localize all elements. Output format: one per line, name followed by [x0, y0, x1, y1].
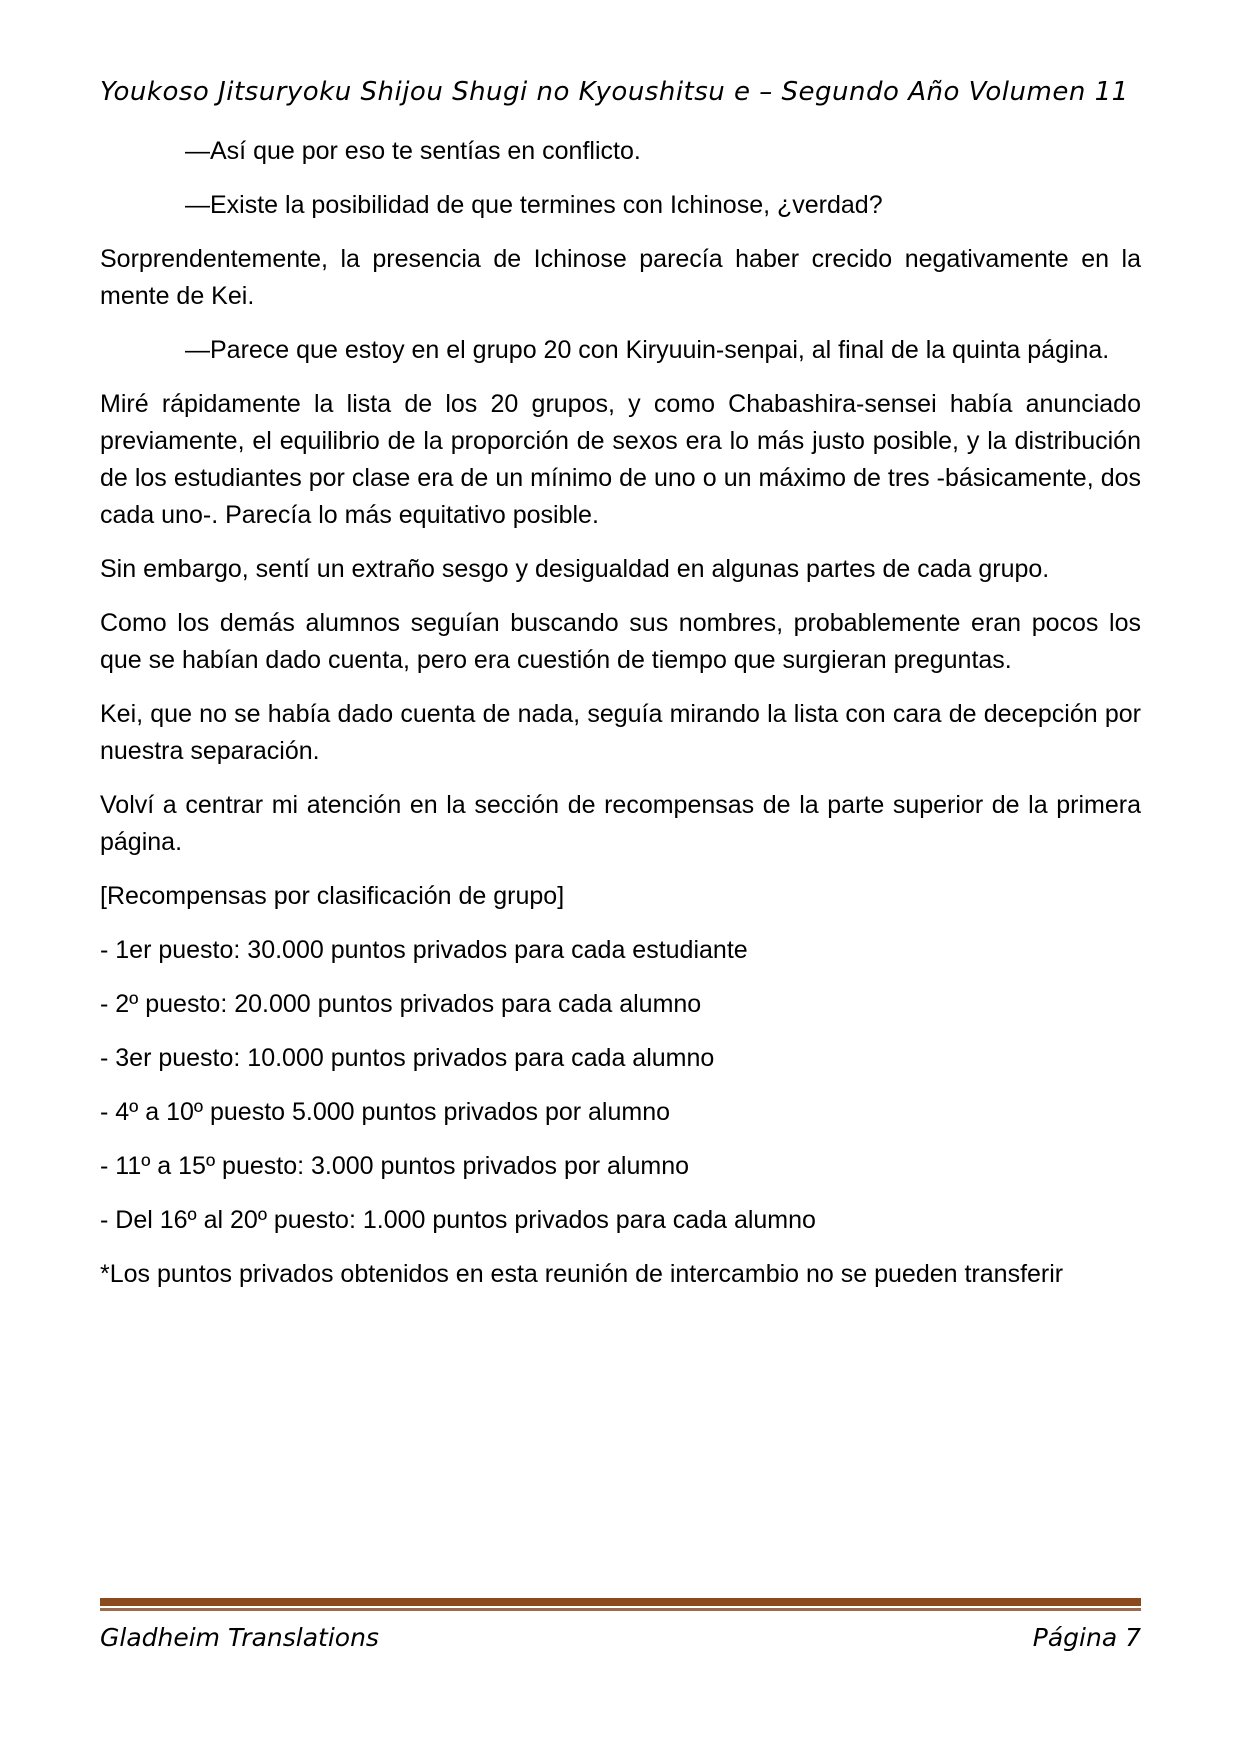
dialogue-line: —Parece que estoy en el grupo 20 con Kiryuuin-senpai, al final de la quinta página.: [185, 336, 1110, 364]
narration-paragraph: Volví a centrar mi atención en la sección de recompensas de la parte superior de la primera página.: [100, 791, 1141, 856]
reward-list-item: - 1er puesto: 30.000 puntos privados para cada estudiante: [100, 936, 748, 964]
dialogue-line: —Así que por eso te sentías en conflicto.: [185, 137, 641, 165]
rewards-heading: [Recompensas por clasificación de grupo]: [100, 882, 565, 910]
reward-list-item: - 11º a 15º puesto: 3.000 puntos privados por alumno: [100, 1152, 690, 1180]
page-body: [100, 133, 1141, 1293]
narration-paragraph: Sorprendentemente, la presencia de Ichinose parecía haber crecido negativamente en la mente de Kei.: [100, 245, 1141, 310]
dialogue-line: —Existe la posibilidad de que termines con Ichinose, ¿verdad?: [185, 191, 883, 219]
narration-paragraph: Kei, que no se había dado cuenta de nada, seguía mirando la lista con cara de decepción por nuestra separación.: [100, 700, 1141, 765]
footer-text-row: [100, 1623, 1141, 1652]
reward-list-item: - 2º puesto: 20.000 puntos privados para cada alumno: [100, 990, 702, 1018]
page-header: [100, 75, 1141, 109]
reward-list-item: - 3er puesto: 10.000 puntos privados para cada alumno: [100, 1044, 715, 1072]
narration-paragraph: Como los demás alumnos seguían buscando sus nombres, probablemente eran pocos los que se habían dado cuenta, pero era cuestión de tiempo que surgieran preguntas.: [100, 609, 1141, 674]
reward-list-item: - Del 16º al 20º puesto: 1.000 puntos privados para cada alumno: [100, 1206, 816, 1234]
narration-paragraph: Sin embargo, sentí un extraño sesgo y desigualdad en algunas partes de cada grupo.: [100, 555, 1050, 583]
footnote: *Los puntos privados obtenidos en esta reunión de intercambio no se pueden transferir: [100, 1260, 1064, 1288]
reward-list-item: - 4º a 10º puesto 5.000 puntos privados por alumno: [100, 1098, 671, 1126]
narration-paragraph: Miré rápidamente la lista de los 20 grupos, y como Chabashira-sensei había anunciado previamente, el equilibrio de la proporción de sexos era lo más justo posible, y la distribución de los estudiantes por clase era de un mínimo de uno o un máximo de tres -básicamente, dos cada uno-. Parecía lo más equitativo posible.: [100, 390, 1141, 529]
page-footer: [100, 1598, 1141, 1652]
page-number: Página 7: [1032, 1623, 1141, 1652]
footer-divider: [100, 1598, 1141, 1611]
header-title: Youkoso Jitsuryoku Shijou Shugi no Kyoushitsu e – Segundo Año Volumen 11: [100, 77, 1129, 107]
translator-credit: Gladheim Translations: [100, 1623, 379, 1652]
